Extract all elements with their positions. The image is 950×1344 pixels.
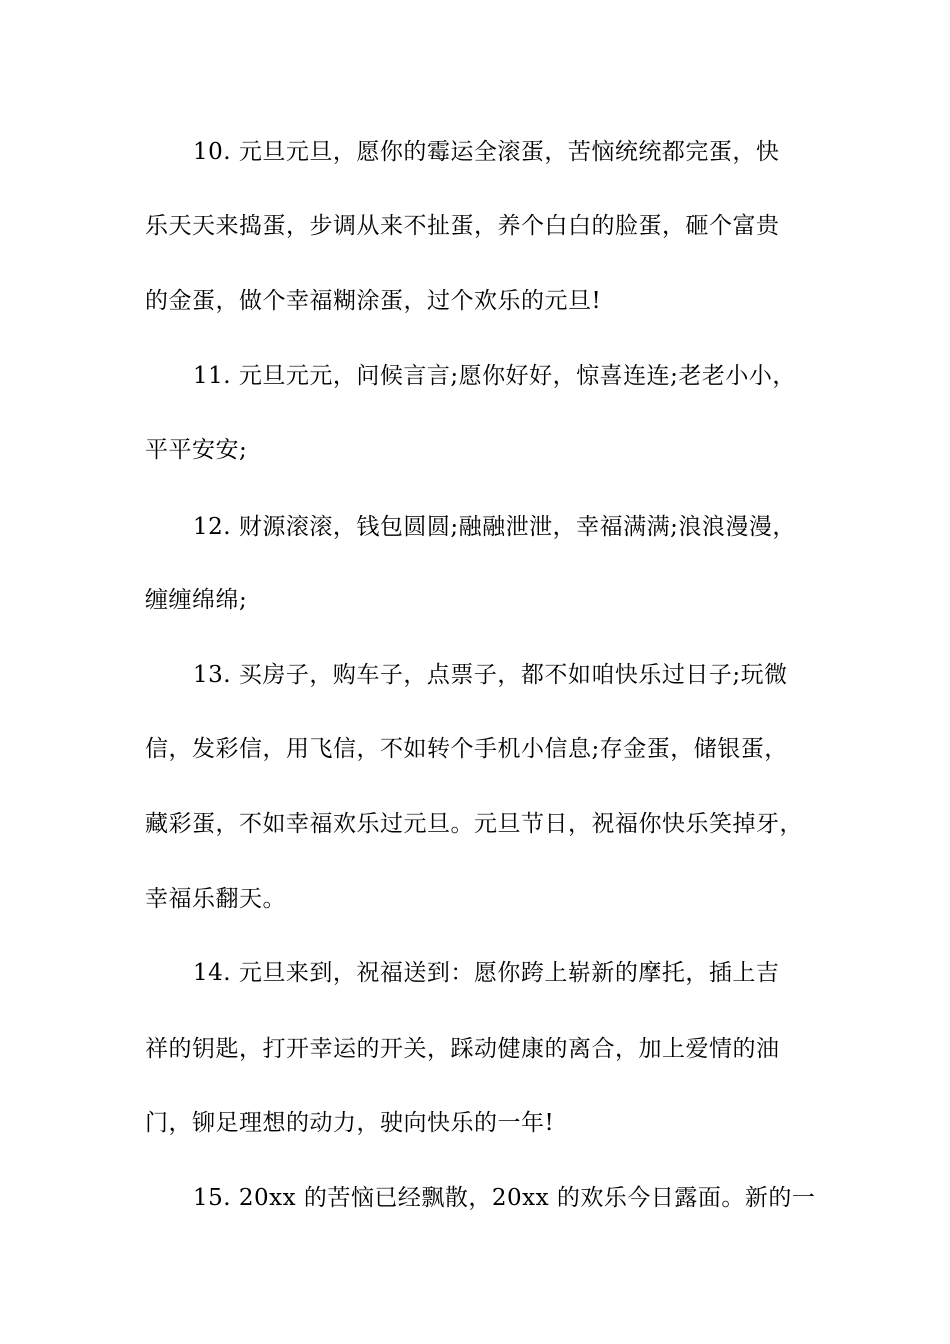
text-line: 乐天天来捣蛋，步调从来不扯蛋，养个白白的脸蛋，砸个富贵 — [145, 213, 780, 239]
text-line: 门，铆足理想的动力，驶向快乐的一年! — [145, 1110, 555, 1136]
text-line: 的金蛋，做个幸福糊涂蛋，过个欢乐的元旦! — [145, 288, 602, 314]
text-line: 祥的钥匙，打开幸运的开关，踩动健康的离合，加上爱情的油 — [145, 1036, 780, 1062]
text-line: 幸福乐翻天。 — [145, 886, 286, 912]
text-line: 藏彩蛋，不如幸福欢乐过元旦。元旦节日，祝福你快乐笑掉牙， — [145, 811, 803, 837]
text-line: 12. 财源滚滚，钱包圆圆;融融泄泄，幸福满满;浪浪漫漫， — [193, 514, 796, 540]
text-line: 14. 元旦来到，祝福送到：愿你跨上崭新的摩托，插上吉 — [193, 960, 780, 986]
text-line: 10. 元旦元旦，愿你的霉运全滚蛋，苦恼统统都完蛋，快 — [193, 139, 780, 165]
text-line: 11. 元旦元元，问候言言;愿你好好，惊喜连连;老老小小， — [193, 363, 796, 389]
text-line: 15. 20xx 的苦恼已经飘散，20xx 的欢乐今日露面。新的一 — [193, 1185, 816, 1211]
text-line: 信，发彩信，用飞信，不如转个手机小信息;存金蛋，储银蛋， — [145, 736, 788, 762]
text-line: 平平安安; — [145, 437, 248, 463]
text-line: 13. 买房子，购车子，点票子，都不如咱快乐过日子;玩微 — [193, 662, 788, 688]
text-line: 缠缠绵绵; — [145, 587, 248, 613]
